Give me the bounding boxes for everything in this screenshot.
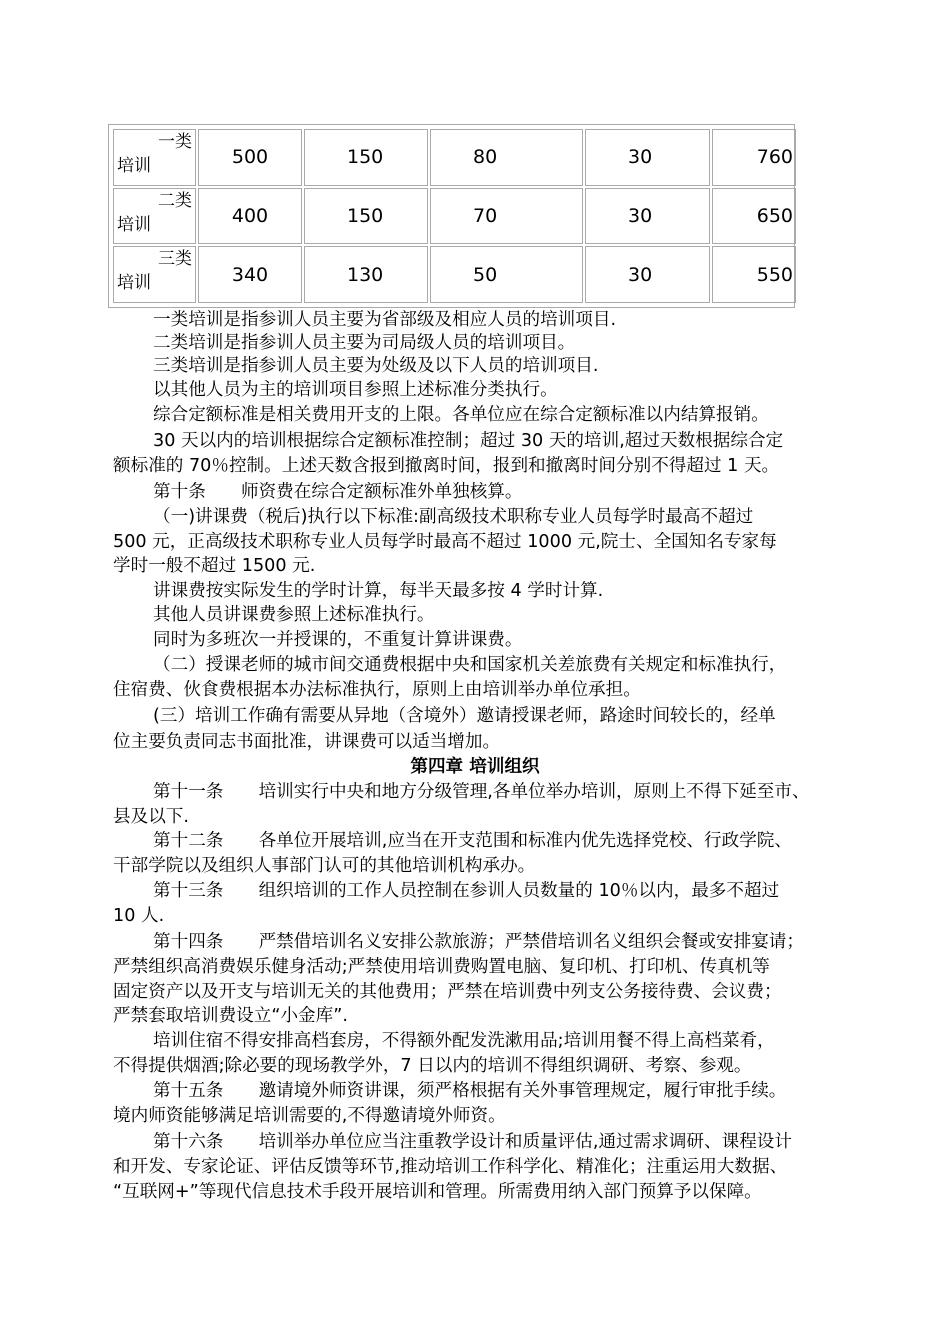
table-cell: 30 <box>585 246 710 303</box>
article-11: 第十一条 培训实行中央和地方分级管理,各单位举办培训，原则上不得下延至市、 <box>153 782 810 802</box>
paragraph-line: 额标准的 70％控制。上述天数含报到撤离时间，报到和撤离时间分别不得超过 1 天。 <box>113 456 780 476</box>
table-cell: 340 <box>198 246 302 303</box>
table-cell: 550 <box>712 246 796 303</box>
paragraph-line: 二类培训是指参训人员主要为司局级人员的培训项目。 <box>153 333 576 353</box>
table-cell: 50 <box>430 246 583 303</box>
paragraph-line: 综合定额标准是相关费用开支的上限。各单位应在综合定额标准以内结算报销。 <box>153 405 769 425</box>
paragraph-line: (三）培训工作确有需要从异地（含境外）邀请授课老师，路途时间较长的，经单 <box>153 706 776 726</box>
row-category: 一类 培训 <box>113 129 196 186</box>
paragraph-line: 学时一般不超过 1500 元. <box>113 556 316 576</box>
chapter-heading: 第四章 培训组织 <box>410 757 540 777</box>
paragraph-line: 10 人. <box>113 906 165 926</box>
fee-table-frame <box>108 124 795 308</box>
paragraph-line: 以其他人员为主的培训项目参照上述标准分类执行。 <box>153 380 558 400</box>
paragraph-line: “互联网+”等现代信息技术手段开展培训和管理。所需费用纳入部门预算予以保障。 <box>113 1182 762 1202</box>
paragraph-line: （一)讲课费（税后)执行以下标准:副高级技术职称专业人员每学时最高不超过 <box>153 507 754 527</box>
paragraph-line: 培训住宿不得安排高档套房，不得额外配发洗漱用品;培训用餐不得上高档菜肴， <box>153 1031 775 1051</box>
article-13: 第十三条 组织培训的工作人员控制在参训人员数量的 10％以内，最多不超过 <box>153 881 780 901</box>
fee-table <box>111 127 798 305</box>
table-cell: 30 <box>585 129 710 186</box>
paragraph-line: 位主要负责同志书面批准，讲课费可以适当增加。 <box>113 732 501 752</box>
table-cell: 650 <box>712 188 796 245</box>
table-cell: 150 <box>304 188 428 245</box>
table-cell: 500 <box>198 129 302 186</box>
article-10: 第十条 师资费在综合定额标准外单独核算。 <box>153 482 523 502</box>
table-cell: 70 <box>430 188 583 245</box>
table-row <box>113 129 796 186</box>
paragraph-line: 一类培训是指参训人员主要为省部级及相应人员的培训项目. <box>153 310 617 330</box>
paragraph-line: 同时为多班次一并授课的，不重复计算讲课费。 <box>153 630 523 650</box>
table-cell: 150 <box>304 129 428 186</box>
table-cell: 80 <box>430 129 583 186</box>
table-cell: 400 <box>198 188 302 245</box>
article-15: 第十五条 邀请境外师资讲课，须严格根据有关外事管理规定，履行审批手续。 <box>153 1081 787 1101</box>
paragraph-line: 县及以下. <box>113 807 189 827</box>
paragraph-line: 500 元，正高级技术职称专业人员每学时最高不超过 1000 元,院士、全国知名专家每 <box>113 532 777 552</box>
paragraph-line: 境内师资能够满足培训需要的,不得邀请境外师资。 <box>113 1106 506 1126</box>
row-category: 二类 培训 <box>113 188 196 245</box>
paragraph-line: 其他人员讲课费参照上述标准执行。 <box>153 605 435 625</box>
article-12: 第十二条 各单位开展培训,应当在开支范围和标准内优先选择党校、行政学院、 <box>153 831 792 851</box>
paragraph-line: 30 天以内的培训根据综合定额标准控制；超过 30 天的培训,超过天数根据综合定 <box>153 431 784 451</box>
table-cell: 130 <box>304 246 428 303</box>
paragraph-line: 和开发、专家论证、评估反馈等环节,推动培训工作科学化、精准化；注重运用大数据、 <box>113 1157 788 1177</box>
paragraph-line: 严禁套取培训费设立“小金库”. <box>113 1006 348 1026</box>
table-cell: 760 <box>712 129 796 186</box>
table-cell: 30 <box>585 188 710 245</box>
article-16: 第十六条 培训举办单位应当注重教学设计和质量评估,通过需求调研、课程设计 <box>153 1132 792 1152</box>
paragraph-line: 不得提供烟酒;除必要的现场教学外，7 日以内的培训不得组织调研、考察、参观。 <box>113 1056 752 1076</box>
row-category: 三类 培训 <box>113 246 196 303</box>
paragraph-line: 干部学院以及组织人事部门认可的其他培训机构承办。 <box>113 856 536 876</box>
table-row <box>113 246 796 303</box>
paragraph-line: 严禁组织高消费娱乐健身活动;严禁使用培训费购置电脑、复印机、打印机、传真机等 <box>113 957 770 977</box>
article-14: 第十四条 严禁借培训名义安排公款旅游；严禁借培训名义组织会餐或安排宴请； <box>153 932 804 952</box>
table-row <box>113 188 796 245</box>
paragraph-line: 三类培训是指参训人员主要为处级及以下人员的培训项目. <box>153 356 599 376</box>
paragraph-line: 讲课费按实际发生的学时计算，每半天最多按 4 学时计算. <box>153 581 604 601</box>
paragraph-line: （二）授课老师的城市间交通费根据中央和国家机关差旅费有关规定和标准执行， <box>153 655 787 675</box>
paragraph-line: 固定资产以及开支与培训无关的其他费用；严禁在培训费中列支公务接待费、会议费； <box>113 982 782 1002</box>
paragraph-line: 住宿费、伙食费根据本办法标准执行，原则上由培训举办单位承担。 <box>113 680 641 700</box>
